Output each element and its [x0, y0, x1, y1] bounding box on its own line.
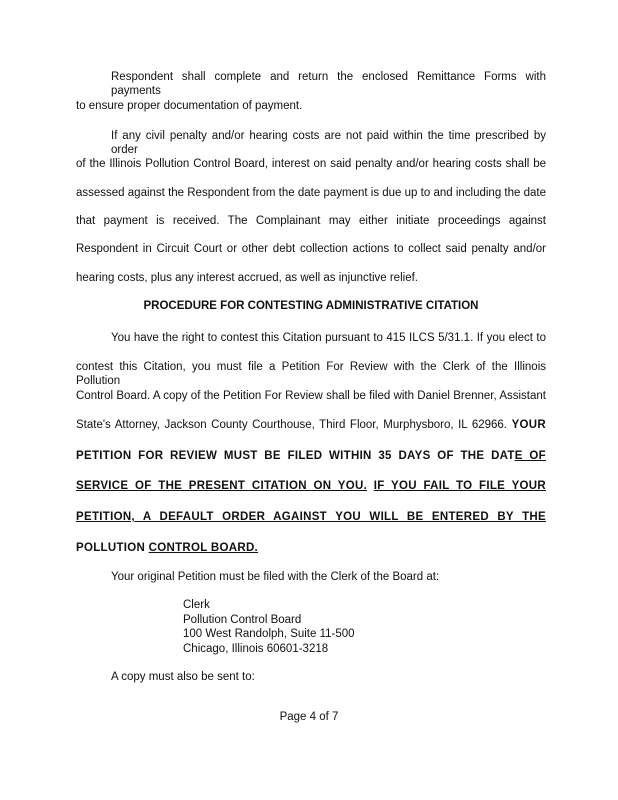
contest-line-4-bold: YOUR	[511, 419, 546, 431]
interest-line-1: If any civil penalty and/or hearing costs are not paid within the time prescribed by order	[111, 130, 546, 156]
contest-line-1: You have the right to contest this Citation pursuant to 415 ILCS 5/31.1. If you elect to	[111, 332, 546, 344]
original-filing-line: Your original Petition must be filed with the Clerk of the Board at:	[111, 571, 440, 583]
interest-line-2: of the Illinois Pollution Control Board, interest on said penalty and/or hearing costs shall be	[76, 158, 546, 170]
contest-line-8-text: POLLUTION	[76, 542, 149, 554]
contest-line-5-text: PETITION FOR REVIEW MUST BE FILED WITHIN 35 DAYS OF THE DAT	[76, 450, 515, 462]
contest-line-6	[76, 479, 546, 493]
contest-line-8-underlined: CONTROL BOARD.	[148, 542, 259, 554]
contest-line-5-underlined: E OF	[514, 450, 546, 462]
contest-line-3: Control Board. A copy of the Petition For Review shall be filed with Daniel Brenner, Assistant	[76, 390, 546, 402]
contest-line-6-underlined-a: SERVICE OF THE PRESENT CITATION ON YOU.	[76, 480, 368, 492]
contest-line-8	[76, 541, 546, 555]
contest-line-6-underlined-b: IF YOU FAIL TO FILE YOUR	[373, 480, 547, 492]
contest-line-4-text: State's Attorney, Jackson County Courthouse, Third Floor, Murphysboro, IL 62966.	[76, 419, 507, 431]
contest-line-4	[76, 418, 546, 432]
interest-line-4: that payment is received. The Complainant may either initiate proceedings against	[76, 215, 546, 227]
interest-line-3: assessed against the Respondent from the date payment is due up to and including the date	[76, 187, 546, 199]
interest-line-5: Respondent in Circuit Court or other debt collection actions to collect said penalty and/or	[76, 243, 546, 255]
address-line-1: Clerk	[183, 599, 210, 611]
address-line-3: 100 West Randolph, Suite 11-500	[183, 628, 355, 640]
contest-line-2: contest this Citation, you must file a Petition For Review with the Clerk of the Illinois Pollution	[76, 361, 546, 387]
interest-line-6: hearing costs, plus any interest accrued, as well as injunctive relief.	[76, 272, 418, 284]
contest-line-5	[76, 449, 546, 463]
remittance-line-2: to ensure proper documentation of payment.	[76, 100, 303, 112]
page-number: Page 4 of 7	[279, 711, 339, 723]
address-line-4: Chicago, Illinois 60601-3218	[183, 642, 329, 655]
address-line-2: Pollution Control Board	[183, 613, 302, 626]
clerk-address-block	[183, 598, 355, 656]
section-heading: PROCEDURE FOR CONTESTING ADMINISTRATIVE CITATION	[143, 300, 479, 312]
remittance-line-1: Respondent shall complete and return the enclosed Remittance Forms with payments	[111, 71, 546, 97]
copy-sent-line: A copy must also be sent to:	[111, 671, 255, 683]
contest-line-7: PETITION, A DEFAULT ORDER AGAINST YOU WILL BE ENTERED BY THE	[76, 511, 546, 523]
